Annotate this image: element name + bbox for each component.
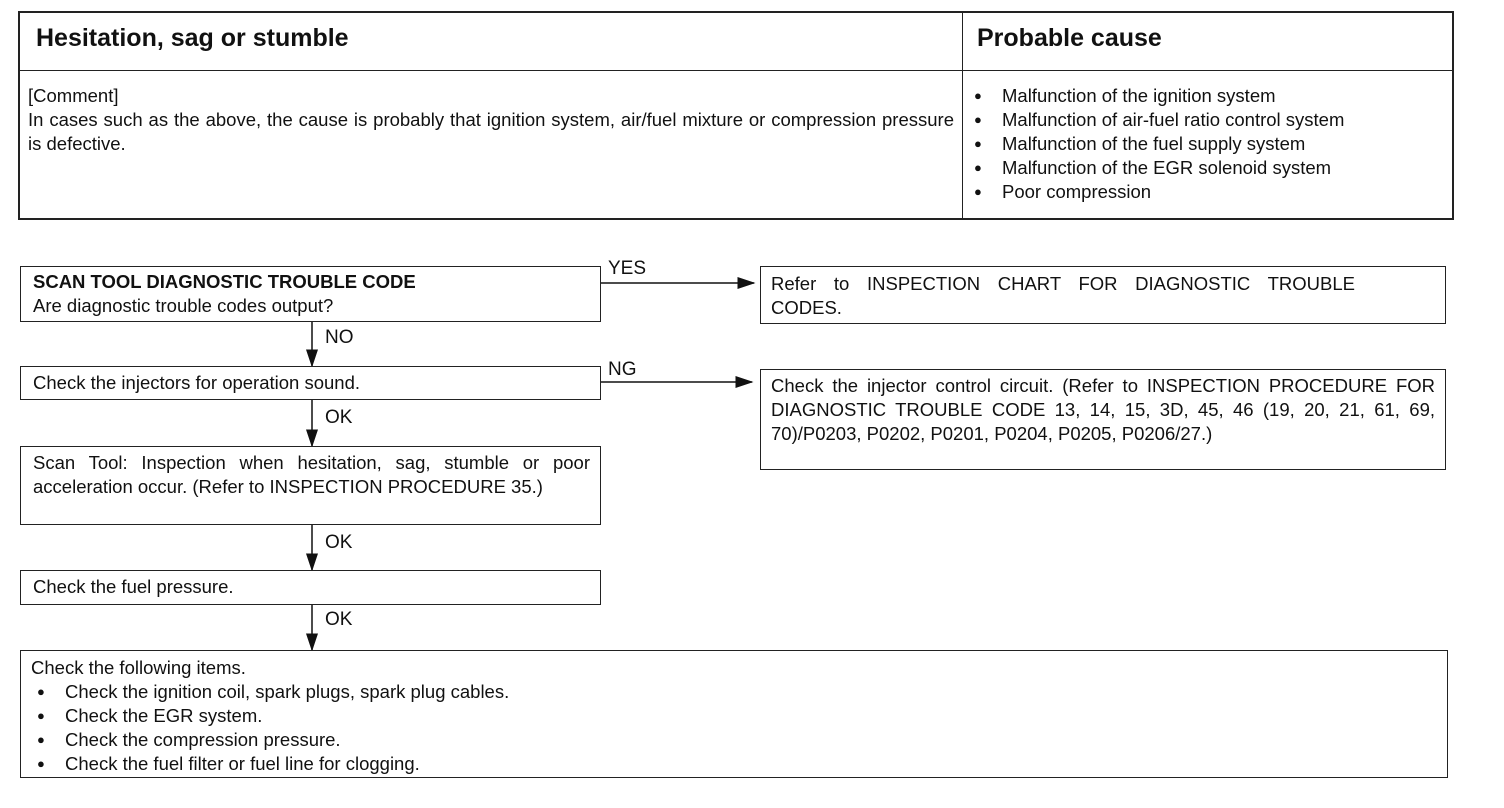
cause-item: ● Malfunction of air-fuel ratio control system bbox=[968, 108, 1448, 132]
ng-label: NG bbox=[608, 359, 637, 380]
cause-item: ● Malfunction of the fuel supply system bbox=[968, 132, 1448, 156]
step-scan-tool-inspection bbox=[20, 446, 601, 525]
no-label: NO bbox=[325, 327, 354, 348]
step1-question: Are diagnostic trouble codes output? bbox=[33, 295, 334, 316]
final-intro: Check the following items. bbox=[31, 657, 246, 678]
cause-item: ● Poor compression bbox=[968, 180, 1448, 204]
final-check-item: ● Check the ignition coil, spark plugs, spark plug cables. bbox=[31, 680, 1447, 704]
final-check-item: ● Check the compression pressure. bbox=[31, 728, 1447, 752]
symptom-title: Hesitation, sag or stumble bbox=[36, 24, 349, 52]
final-check-item: ● Check the fuel filter or fuel line for clogging. bbox=[31, 752, 1447, 776]
ng-result-text: Check the injector control circuit. (Refer to INSPECTION PROCEDURE FOR DIAGNOSTIC TROUBLE CODE 13, 14, 15, 3D, 45, 46 (19, 20, 21, 61, 69, 70)/P0203, P0202, P0201, P0204, P0205, P0206/27.) bbox=[771, 375, 1435, 444]
step4-text: Check the fuel pressure. bbox=[33, 576, 234, 597]
ok-label-1: OK bbox=[325, 407, 353, 428]
yes-label: YES bbox=[608, 258, 647, 279]
yes-result-text: Refer to INSPECTION CHART FOR DIAGNOSTIC TROUBLE CODES. bbox=[771, 273, 1355, 318]
final-check-list bbox=[31, 680, 1447, 776]
step-fuel-pressure bbox=[20, 570, 601, 605]
cause-item: ● Malfunction of the EGR solenoid system bbox=[968, 156, 1448, 180]
comment-text: In cases such as the above, the cause is probably that ignition system, air/fuel mixture or compression pressure is defective. bbox=[28, 109, 954, 154]
comment-label: [Comment] bbox=[28, 85, 119, 106]
ok-label-2: OK bbox=[325, 532, 353, 553]
step2-text: Check the injectors for operation sound. bbox=[33, 372, 361, 393]
final-check-box bbox=[20, 650, 1448, 778]
yes-result-box bbox=[760, 266, 1446, 324]
ng-result-box bbox=[760, 369, 1446, 470]
final-check-item: ● Check the EGR system. bbox=[31, 704, 1447, 728]
step-injector-sound bbox=[20, 366, 601, 400]
step-scan-tool-dtc bbox=[20, 266, 601, 322]
ok-label-3: OK bbox=[325, 609, 353, 630]
step3-text: Scan Tool: Inspection when hesitation, sag, stumble or poor acceleration occur. (Refer to INSPECTION PROCEDURE 35.) bbox=[33, 452, 590, 497]
step1-title: SCAN TOOL DIAGNOSTIC TROUBLE CODE bbox=[33, 271, 416, 292]
cause-item: ● Malfunction of the ignition system bbox=[968, 84, 1448, 108]
probable-cause-header: Probable cause bbox=[977, 24, 1162, 52]
